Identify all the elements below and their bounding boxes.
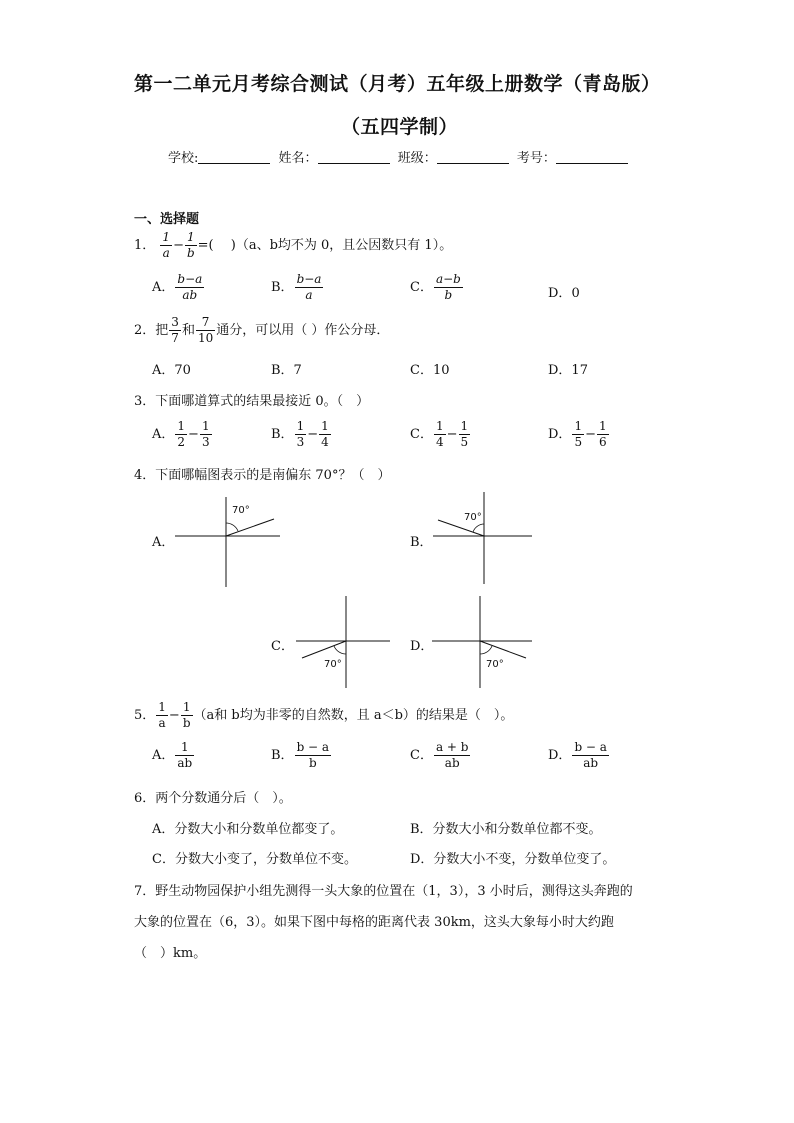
question-3: 3．下面哪道算式的结果最接近 0。（ ） bbox=[134, 394, 370, 409]
angle-label: 70° bbox=[486, 659, 504, 670]
q3-option-a[interactable]: A． $\frac{1}{2}$ − $\frac{1}{3}$ bbox=[152, 419, 210, 449]
q1-option-d-label: D．0 bbox=[548, 286, 580, 301]
q1-option-a[interactable]: A． $\frac{b-a}{ab}$ bbox=[152, 272, 203, 302]
angle-label: 70° bbox=[324, 659, 342, 670]
q6-option-a[interactable]: A．分数大小和分数单位都变了。 bbox=[152, 822, 344, 837]
student-info-row bbox=[168, 147, 632, 166]
name-label: 姓名： bbox=[278, 151, 318, 166]
q4-option-c-label[interactable]: C． bbox=[271, 639, 294, 654]
fraction: $\frac{7}{10}$ bbox=[197, 315, 214, 345]
q4-diagram-b bbox=[430, 490, 540, 590]
q4-option-d-label[interactable]: D． bbox=[410, 639, 434, 654]
name-field[interactable] bbox=[318, 151, 390, 164]
question-1 bbox=[134, 230, 452, 261]
angle-label: 70° bbox=[464, 512, 482, 523]
q6-option-c[interactable]: C．分数大小变了，分数单位不变。 bbox=[152, 852, 357, 867]
class-field[interactable] bbox=[437, 151, 509, 164]
question-text: =( )（a、b均不为 0，且公因数只有 1）。 bbox=[197, 238, 453, 253]
q1-option-c[interactable]: C． $\frac{a-b}{b}$ bbox=[410, 272, 461, 302]
angle-label: 70° bbox=[232, 505, 250, 516]
question-number: 1． bbox=[134, 238, 156, 253]
question-6: 6．两个分数通分后（ ）。 bbox=[134, 791, 292, 806]
q3-option-d[interactable]: D． $\frac{1}{5}$ − $\frac{1}{6}$ bbox=[548, 419, 607, 449]
fraction: $\frac{1}{a}$ bbox=[162, 230, 171, 260]
school-label: 学校: bbox=[168, 151, 199, 166]
question-4: 4．下面哪幅图表示的是南偏东 70°？（ ） bbox=[134, 468, 391, 483]
question-2: 2．把 $\frac{3}{7}$ 和 $\frac{7}{10}$ 通分，可以用（ ）作公分母． bbox=[134, 315, 390, 345]
q4-diagram-d bbox=[430, 594, 540, 694]
q5-option-c[interactable]: C． $\frac{a + b}{ab}$ bbox=[410, 740, 469, 770]
q5-option-b[interactable]: B． $\frac{b - a}{b}$ bbox=[271, 740, 330, 770]
q2-option-a[interactable]: A．70 bbox=[152, 363, 191, 378]
question-5: 5． $\frac{1}{a}$ − $\frac{1}{b}$ （a和 b均为非零的自然数，且 a＜b）的结果是（ ）。 bbox=[134, 700, 514, 730]
fraction: $\frac{1}{b}$ bbox=[186, 230, 195, 260]
section-heading: 一、选择题 bbox=[134, 212, 200, 227]
q2-option-b[interactable]: B．7 bbox=[271, 363, 302, 378]
q3-option-b[interactable]: B． $\frac{1}{3}$ − $\frac{1}{4}$ bbox=[271, 419, 329, 449]
fraction: $\frac{1}{a}$ bbox=[158, 700, 166, 730]
minus-sign: − bbox=[173, 238, 184, 253]
class-label: 班级： bbox=[397, 151, 437, 166]
q3-option-c[interactable]: C． $\frac{1}{4}$ − $\frac{1}{5}$ bbox=[410, 419, 469, 449]
q2-option-d[interactable]: D．17 bbox=[548, 363, 588, 378]
q5-option-a[interactable]: A． $\frac{1}{ab}$ bbox=[152, 740, 193, 770]
q2-option-c[interactable]: C．10 bbox=[410, 363, 450, 378]
question-7-line-1: 7．野生动物园保护小组先测得一头大象的位置在（1，3），3 小时后，测得这头奔跑的 bbox=[134, 884, 633, 899]
q6-option-b[interactable]: B．分数大小和分数单位都不变。 bbox=[410, 822, 602, 837]
q5-option-d[interactable]: D． $\frac{b - a}{ab}$ bbox=[548, 740, 607, 770]
q6-option-d[interactable]: D．分数大小不变，分数单位变了。 bbox=[410, 852, 616, 867]
exam-no-field[interactable] bbox=[556, 151, 628, 164]
page-title: 第一二单元月考综合测试（月考）五年级上册数学（青岛版） bbox=[134, 73, 661, 95]
q4-diagram-a bbox=[170, 495, 290, 595]
exam-no-label: 考号： bbox=[516, 151, 556, 166]
school-field[interactable] bbox=[198, 151, 270, 164]
page-subtitle: （五四学制） bbox=[341, 116, 459, 138]
fraction: $\frac{3}{7}$ bbox=[171, 315, 179, 345]
question-7-line-2: 大象的位置在（6，3）。如果下图中每格的距离代表 30km，这头大象每小时大约跑 bbox=[134, 915, 614, 930]
question-7-line-3: （ ）km。 bbox=[134, 946, 207, 961]
q4-diagram-c bbox=[294, 594, 394, 694]
q4-option-b-label[interactable]: B． bbox=[410, 535, 433, 550]
q1-option-b[interactable]: B． $\frac{b-a}{a}$ bbox=[271, 272, 322, 302]
q4-option-a-label[interactable]: A． bbox=[152, 535, 175, 550]
fraction: $\frac{1}{b}$ bbox=[182, 700, 191, 730]
